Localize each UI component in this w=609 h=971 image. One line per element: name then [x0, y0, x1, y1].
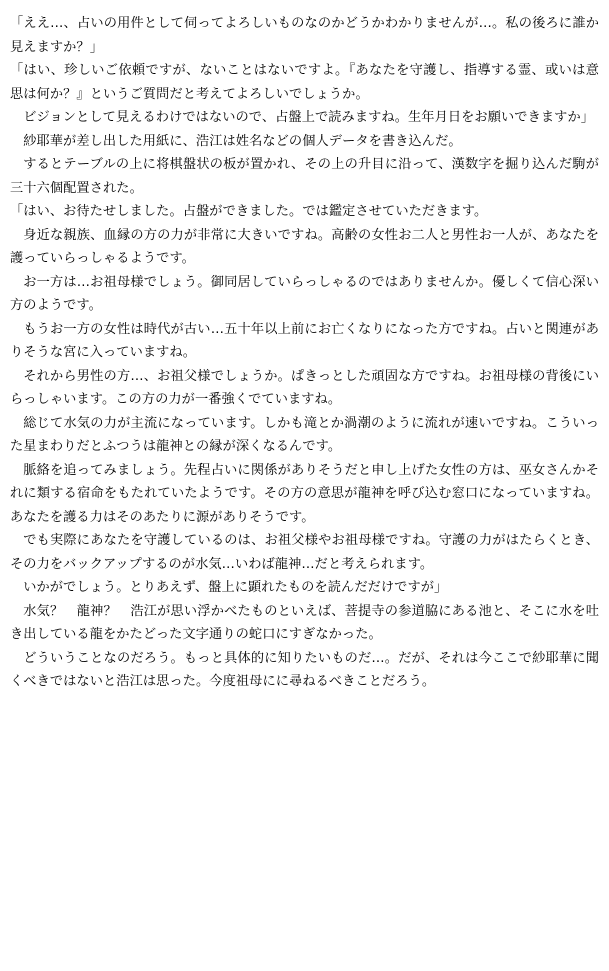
paragraph: 「はい、珍しいご依頼ですが、ないことはないですよ。『あなたを守護し、指導する霊、或いは意思は何か？』というご質問だと考えてよろしいでしょうか。 [10, 63, 599, 102]
paragraph: するとテーブルの上に将棋盤状の板が置かれ、その上の升目に沿って、漢数字を掘り込んだ駒が三十六個配置された。 [10, 157, 599, 196]
document-body [10, 12, 599, 694]
paragraph: 身近な親族、血縁の方の力が非常に大きいですね。高齢の女性お二人と男性お一人が、あなたを護っていらっしゃるようです。 [10, 227, 599, 266]
paragraph: 「はい、お待たせしました。占盤ができました。では鑑定させていただきます。 [10, 204, 488, 219]
paragraph: 紗耶華が差し出した用紙に、浩江は姓名などの個人データを書き込んだ。 [23, 133, 462, 149]
paragraph: お一方は…お祖母様でしょう。御同居していらっしゃるのではありませんか。優しくて信心深い方のようです。 [10, 274, 599, 313]
paragraph: でも実際にあなたを守護しているのは、お祖父様やお祖母様ですね。守護の力がはたらくとき、その力をバックアップするのが水気…いわば龍神…だと考えられます。 [10, 533, 599, 572]
paragraph: どういうことなのだろう。もっと具体的に知りたいものだ…。だが、それは今ここで紗耶華に聞くべきではないと浩江は思った。今度祖母にに尋ねるべきことだろう。 [10, 650, 599, 689]
paragraph: 総じて水気の力が主流になっています。しかも滝とか渦潮のように流れが速いですね。こういった星まわりだとふつうは龍神との縁が深くなるんです。 [10, 415, 599, 454]
paragraph: 「ええ…、占いの用件として伺ってよろしいものなのかどうかわかりませんが…。私の後ろに誰か見えますか？」 [10, 16, 599, 55]
paragraph: ビジョンとして見えるわけではないので、占盤上で読みますね。生年月日をお願いできますか」 [23, 110, 595, 125]
paragraph: 水気？ 龍神？ 浩江が思い浮かべたものといえば、菩提寺の参道脇にある池と、そこに水を吐き出している龍をかたどった文字通りの蛇口にすぎなかった。 [10, 603, 599, 642]
paragraph: いかがでしょう。とりあえず、盤上に顕れたものを読んだだけですが」 [23, 580, 448, 595]
paragraph: 脈絡を追ってみましょう。先程占いに関係がありそうだと申し上げた女性の方は、巫女さんかそれに類する宿命をもたれていたようです。その方の意思が龍神を呼び込む窓口になっていますね。あなたを護る力はそのあたりに源がありそうです。 [10, 462, 599, 525]
paragraph: それから男性の方…、お祖父様でしょうか。ぱきっとした頑固な方ですね。お祖母様の背後にいらっしゃいます。この方の力が一番強くでていますね。 [10, 368, 599, 407]
paragraph: もうお一方の女性は時代が古い…五十年以上前にお亡くなりになった方ですね。占いと関連がありそうな宮に入っていますね。 [10, 321, 599, 360]
